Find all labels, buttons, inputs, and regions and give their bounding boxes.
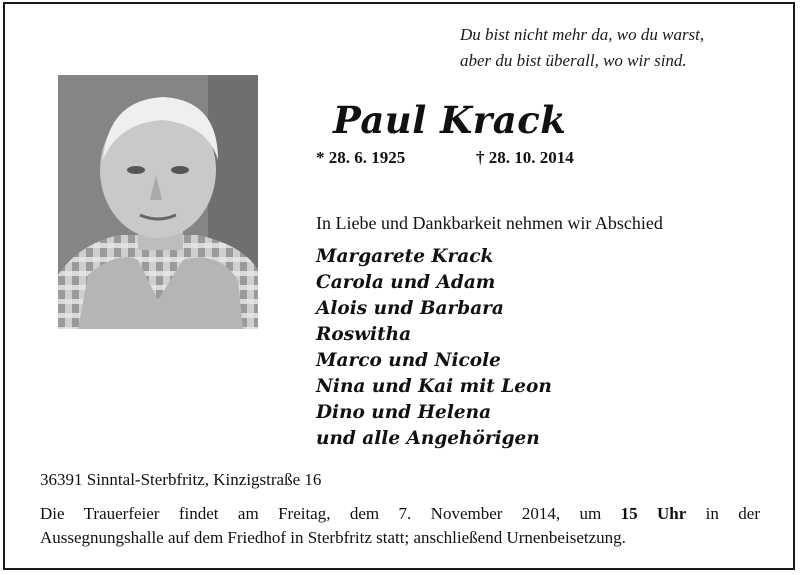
mourner-name: Margarete Krack: [316, 246, 494, 267]
death-date: † 28. 10. 2014: [476, 148, 574, 167]
quote-line-2: aber du bist überall, wo wir sind.: [460, 51, 687, 70]
notice-text-2: in der: [686, 504, 760, 523]
memorial-quote: [460, 22, 780, 74]
mourner-name: Dino und Helena: [316, 402, 492, 423]
mourner-name: und alle Angehörigen: [316, 428, 540, 449]
notice-line-2: Aussegnungshalle auf dem Friedhof in Sterbfritz statt; anschließend Urnenbeisetzung.: [40, 528, 626, 547]
funeral-notice: [40, 502, 760, 550]
notice-text-1: Die Trauerfeier findet am Freitag, dem 7. November 2014, um: [40, 504, 621, 523]
quote-line-1: Du bist nicht mehr da, wo du warst,: [460, 25, 705, 44]
mourner-name: Alois und Barbara: [316, 298, 504, 319]
notice-time: 15 Uhr: [620, 504, 687, 523]
family-address: 36391 Sinntal-Sterbfritz, Kinzigstraße 16: [40, 470, 322, 489]
mourner-name: Roswitha: [316, 324, 412, 345]
mourner-name: Carola und Adam: [316, 272, 496, 293]
mourner-name: Nina und Kai mit Leon: [316, 376, 552, 397]
portrait-photo: [58, 75, 258, 329]
mourner-name: Marco und Nicole: [316, 350, 501, 371]
farewell-intro: In Liebe und Dankbarkeit nehmen wir Abschied: [316, 213, 663, 233]
mourners-list: [316, 244, 552, 452]
birth-date: * 28. 6. 1925: [316, 148, 406, 167]
notice-line-1: [40, 502, 760, 526]
deceased-name: Paul Krack: [333, 98, 567, 142]
portrait-image: [58, 75, 258, 329]
